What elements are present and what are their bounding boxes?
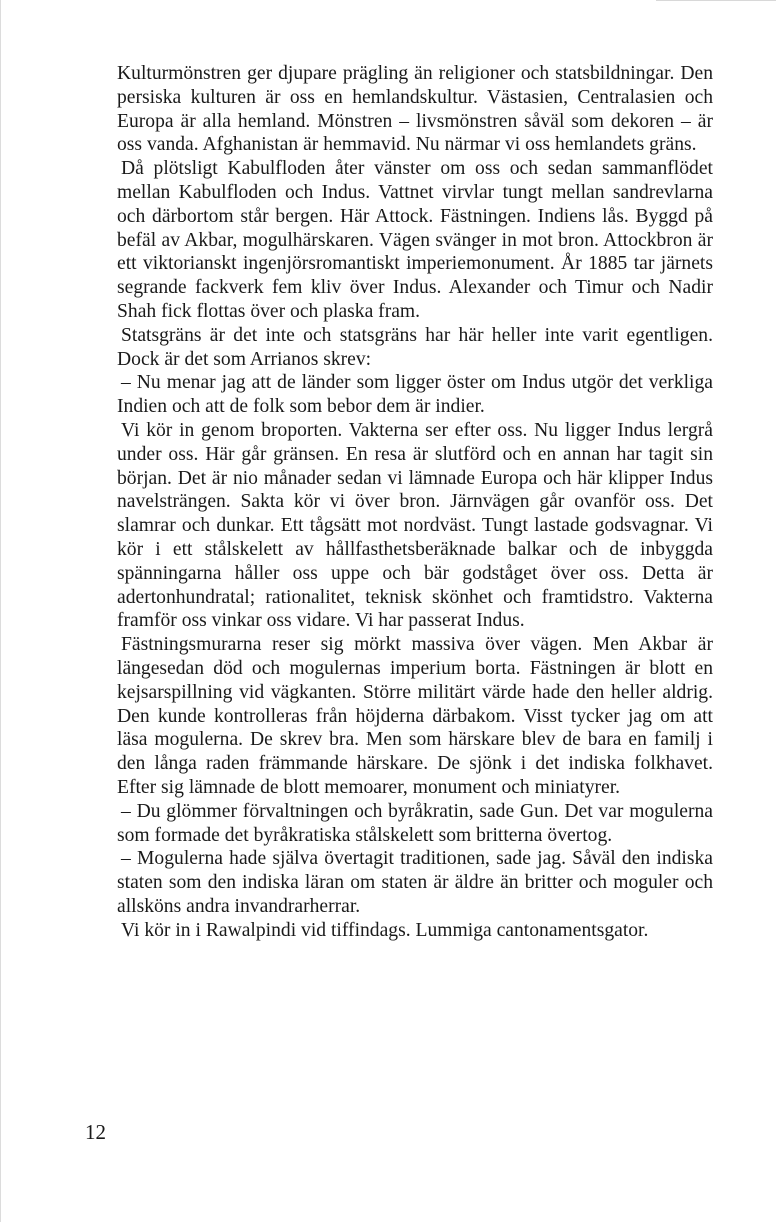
paragraph: Statsgräns är det inte och statsgräns har här heller inte varit egentligen. Dock är det som Arrianos skrev: xyxy=(117,324,713,370)
paragraph: – Nu menar jag att de länder som ligger öster om Indus utgör det verkliga Indien och att de folk som bebor dem är indier. xyxy=(117,372,713,418)
paragraph: Vi kör in i Rawalpindi vid tiffindags. Lummiga cantonamentsgator. xyxy=(121,919,649,941)
page-left-edge xyxy=(0,0,1,1222)
paragraph: Kulturmönstren ger djupare prägling än religioner och statsbildningar. Den persiska kulturen är oss en hemlandskultur. Västasien, Centralasien och Europa är alla hemland. Mönstren – livsmönstren såväl som dekoren – är oss vanda. Afghanistan är hemmavid. Nu närmar vi oss hemlandets gräns. xyxy=(117,63,713,156)
paragraph: Då plötsligt Kabulfloden åter vänster om oss och sedan sammanflödet mellan Kabulfloden och Indus. Vattnet virvlar tungt mellan sandrevlarna och därbortom står bergen. Här Attock. Fästningen. Indiens lås. Byggd på befäl av Akbar, mogulhärskaren. Vägen svänger in mot bron. Attockbron är ett viktorianskt ingenjörsromantiskt imperiemonument. År 1885 tar järnets segrande fackverk fem kliv över Indus. Alexander och Timur och Nadir Shah fick flottas över och plaska fram. xyxy=(117,158,713,322)
page-number: 12 xyxy=(85,1120,106,1144)
paragraph: Fästningsmurarna reser sig mörkt massiva över vägen. Men Akbar är längesedan död och mogulernas imperium borta. Fästningen är blott en kejsarspillning vid vägkanten. Större militärt värde hade den heller aldrig. Den kunde kontrolleras från höjderna därbakom. Visst tycker jag om att läsa mogulerna. De skrev bra. Men som härskare blev de bara en familj i den långa raden främmande härskare. De sjönk i det indiska folkhavet. Efter sig lämnade de blott memoarer, monument och miniatyrer. xyxy=(117,634,713,798)
paragraph: – Du glömmer förvaltningen och byråkratin, sade Gun. Det var mogulerna som formade det byråkratiska stålskelett som britterna övertog. xyxy=(117,800,713,846)
paragraph: – Mogulerna hade själva övertagit traditionen, sade jag. Såväl den indiska staten som den indiska läran om staten är äldre än britter och moguler och allsköns andra invandrarherrar. xyxy=(117,848,713,917)
page-top-edge xyxy=(656,0,776,1)
body-text xyxy=(117,62,713,942)
paragraph: Vi kör in genom broporten. Vakterna ser efter oss. Nu ligger Indus lergrå under oss. Här går gränsen. En resa är slutförd och en annan har tagit sin början. Det är nio månader sedan vi lämnade Europa och här klipper Indus navelsträngen. Sakta kör vi över bron. Järnvägen går ovanför oss. Det slamrar och dunkar. Ett tågsätt mot nordväst. Tungt lastade godsvagnar. Vi kör i ett stålskelett av hållfasthetsberäknade balkar och de inbyggda spänningarna håller oss uppe och bär godståget över oss. Detta är adertonhundratal; rationalitet, teknisk skönhet och framtidstro. Vakterna framför oss vinkar oss vidare. Vi har passerat Indus. xyxy=(117,419,713,632)
